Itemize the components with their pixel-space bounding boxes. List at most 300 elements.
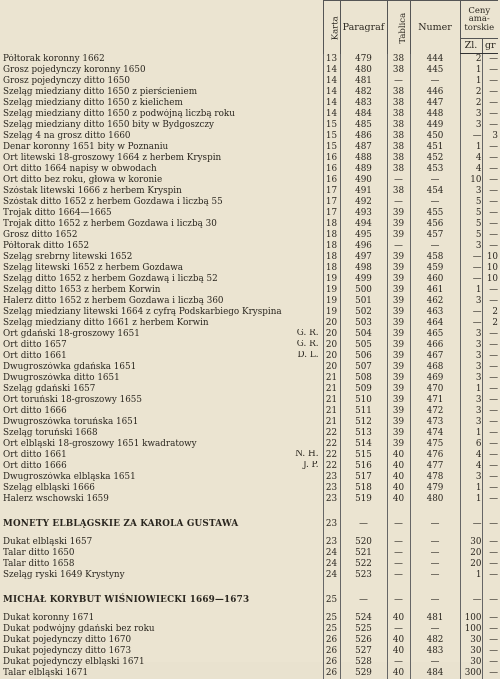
numer-cell: — bbox=[410, 537, 460, 548]
numer-cell: 477 bbox=[410, 461, 460, 472]
karta-cell: 23 bbox=[323, 494, 340, 505]
tablica-cell: — bbox=[387, 76, 410, 87]
price-zl-cell: — bbox=[460, 307, 482, 318]
price-gr-cell: — bbox=[482, 186, 498, 197]
paragraf-cell: 493 bbox=[340, 208, 387, 219]
desc bbox=[3, 329, 323, 340]
table-row bbox=[3, 153, 498, 164]
price-zl-cell: 3 bbox=[460, 340, 482, 351]
numer-cell: 478 bbox=[410, 472, 460, 483]
paragraf-cell: 504 bbox=[340, 329, 387, 340]
desc bbox=[3, 417, 323, 428]
paragraf-cell: 486 bbox=[340, 131, 387, 142]
price-zl-cell: 3 bbox=[460, 351, 482, 362]
tablica-cell: — bbox=[387, 537, 410, 548]
numer-cell: — bbox=[410, 589, 460, 613]
table-row bbox=[3, 657, 498, 668]
tablica-cell: 38 bbox=[387, 109, 410, 120]
paragraf-cell: 521 bbox=[340, 548, 387, 559]
tablica-cell: 39 bbox=[387, 296, 410, 307]
desc bbox=[3, 668, 323, 679]
price-zl-cell: 2 bbox=[460, 98, 482, 109]
paragraf-cell: 487 bbox=[340, 142, 387, 153]
karta-cell: 18 bbox=[323, 219, 340, 230]
karta-cell: 15 bbox=[323, 131, 340, 142]
paragraf-cell: 517 bbox=[340, 472, 387, 483]
price-gr-cell: — bbox=[482, 646, 498, 657]
karta-cell: 20 bbox=[323, 362, 340, 373]
tablica-cell: — bbox=[387, 657, 410, 668]
karta-cell: 24 bbox=[323, 570, 340, 581]
tablica-cell: — bbox=[387, 559, 410, 570]
tablica-cell: 39 bbox=[387, 230, 410, 241]
table-row bbox=[3, 219, 498, 230]
karta-cell: 22 bbox=[323, 450, 340, 461]
table-row bbox=[3, 668, 498, 679]
paragraf-cell: 497 bbox=[340, 252, 387, 263]
tablica-cell: 39 bbox=[387, 263, 410, 274]
price-zl-cell: 1 bbox=[460, 483, 482, 494]
price-gr-cell: — bbox=[482, 76, 498, 87]
table-row bbox=[3, 65, 498, 76]
coin-description: Talar ditto 1658 bbox=[3, 558, 75, 569]
table-row bbox=[3, 417, 498, 428]
karta-cell: 17 bbox=[323, 186, 340, 197]
table-row bbox=[3, 186, 498, 197]
karta-cell: 21 bbox=[323, 373, 340, 384]
paragraf-cell: 491 bbox=[340, 186, 387, 197]
table-row bbox=[3, 252, 498, 263]
numer-cell: 460 bbox=[410, 274, 460, 285]
table-row bbox=[3, 296, 498, 307]
tablica-cell: 39 bbox=[387, 362, 410, 373]
price-zl-cell: 5 bbox=[460, 208, 482, 219]
tablica-cell: 40 bbox=[387, 494, 410, 505]
price-gr-cell: — bbox=[482, 494, 498, 505]
tablica-cell: 39 bbox=[387, 329, 410, 340]
coin-description: Dukat koronny 1671 bbox=[3, 612, 95, 623]
coin-description: Szeląg 4 na grosz ditto 1660 bbox=[3, 130, 131, 141]
mint-master-initials: G. R. bbox=[296, 328, 319, 338]
numer-cell: 456 bbox=[410, 219, 460, 230]
desc bbox=[3, 439, 323, 450]
table-row bbox=[3, 395, 498, 406]
desc bbox=[3, 559, 323, 570]
coin-description: Szeląg srebrny litewski 1652 bbox=[3, 251, 133, 262]
price-gr-cell: — bbox=[482, 120, 498, 131]
price-gr-cell: — bbox=[482, 668, 498, 679]
numer-cell: 446 bbox=[410, 87, 460, 98]
coin-description: Szóstak ditto 1652 z herbem Gozdawa i liczbą 55 bbox=[3, 196, 223, 207]
tablica-cell: 38 bbox=[387, 186, 410, 197]
numer-cell: 474 bbox=[410, 428, 460, 439]
price-gr-cell: — bbox=[482, 450, 498, 461]
table-row bbox=[3, 208, 498, 219]
numer-cell: 484 bbox=[410, 668, 460, 679]
numer-cell: 480 bbox=[410, 494, 460, 505]
price-zl-cell: 5 bbox=[460, 230, 482, 241]
karta-cell: 14 bbox=[323, 109, 340, 120]
tablica-cell: — bbox=[387, 589, 410, 613]
price-zl-cell: 3 bbox=[460, 417, 482, 428]
coin-description: Denar koronny 1651 bity w Poznaniu bbox=[3, 141, 169, 152]
numer-cell: 458 bbox=[410, 252, 460, 263]
desc bbox=[3, 153, 323, 164]
coin-description: Dwugroszówka toruńska 1651 bbox=[3, 416, 139, 427]
mint-master-initials: N. H. bbox=[295, 449, 319, 459]
tablica-cell: 39 bbox=[387, 208, 410, 219]
coin-description: Ort toruński 18-groszowy 1655 bbox=[3, 394, 142, 405]
price-zl-cell: 4 bbox=[460, 450, 482, 461]
karta-cell: 16 bbox=[323, 175, 340, 186]
price-gr-cell: 2 bbox=[482, 318, 498, 329]
price-zl-cell: 3 bbox=[460, 329, 482, 340]
numer-cell: — bbox=[410, 241, 460, 252]
price-zl-cell: 30 bbox=[460, 646, 482, 657]
header-numer: Numer bbox=[410, 1, 460, 54]
numer-cell: 481 bbox=[410, 613, 460, 624]
table-row bbox=[3, 351, 498, 362]
numer-cell: — bbox=[410, 657, 460, 668]
table-row bbox=[3, 450, 498, 461]
desc bbox=[3, 98, 323, 109]
price-gr-cell: — bbox=[482, 329, 498, 340]
price-zl-cell: 1 bbox=[460, 65, 482, 76]
desc bbox=[3, 384, 323, 395]
numer-cell: — bbox=[410, 513, 460, 537]
table-row bbox=[3, 241, 498, 252]
price-zl-cell: 4 bbox=[460, 153, 482, 164]
table-row bbox=[3, 537, 498, 548]
price-gr-cell: — bbox=[482, 589, 498, 613]
coin-description: Grosz pojedynczy ditto 1650 bbox=[3, 75, 130, 86]
paragraf-cell: — bbox=[340, 589, 387, 613]
price-zl-cell: — bbox=[460, 318, 482, 329]
price-gr-cell: — bbox=[482, 570, 498, 581]
table-row bbox=[3, 406, 498, 417]
table-row bbox=[3, 494, 498, 505]
section-heading-row bbox=[3, 589, 498, 613]
numer-cell: — bbox=[410, 559, 460, 570]
karta-cell: 22 bbox=[323, 439, 340, 450]
header-paragraf: Paragraf bbox=[340, 1, 387, 54]
desc bbox=[3, 362, 323, 373]
karta-cell: 18 bbox=[323, 230, 340, 241]
price-zl-cell: 3 bbox=[460, 109, 482, 120]
price-zl-cell: 300 bbox=[460, 668, 482, 679]
coin-description: Grosz ditto 1652 bbox=[3, 229, 78, 240]
table-row bbox=[3, 461, 498, 472]
paragraf-cell: 488 bbox=[340, 153, 387, 164]
paragraf-cell: 518 bbox=[340, 483, 387, 494]
price-zl-cell: 1 bbox=[460, 494, 482, 505]
desc bbox=[3, 76, 323, 87]
coin-description: Szeląg miedziany litewski 1664 z cyfrą Podskarbiego Kryspina bbox=[3, 306, 282, 317]
paragraf-cell: 481 bbox=[340, 76, 387, 87]
mint-master-initials: D. L. bbox=[297, 350, 319, 360]
numer-cell: 473 bbox=[410, 417, 460, 428]
coin-description: Szeląg ditto 1652 z herbem Gozdawą i liczbą 52 bbox=[3, 273, 218, 284]
coin-description: Szeląg miedziany ditto 1650 bity w Bydgoszczy bbox=[3, 119, 215, 130]
mint-master-initials: G. R. bbox=[296, 339, 319, 349]
coin-description: Dukat pojedynczy ditto 1673 bbox=[3, 645, 132, 656]
coin-description: Dwugroszówka elbląska 1651 bbox=[3, 471, 136, 482]
numer-cell: 450 bbox=[410, 131, 460, 142]
table-row bbox=[3, 646, 498, 657]
paragraf-cell: 499 bbox=[340, 274, 387, 285]
header-gr: gr bbox=[482, 39, 498, 54]
price-zl-cell: 3 bbox=[460, 186, 482, 197]
coin-description: Dwugroszówka ditto 1651 bbox=[3, 372, 120, 383]
desc bbox=[3, 428, 323, 439]
table-row bbox=[3, 131, 498, 142]
price-gr-cell: — bbox=[482, 635, 498, 646]
numer-cell: 470 bbox=[410, 384, 460, 395]
section-spacer bbox=[3, 505, 498, 513]
price-zl-cell: 4 bbox=[460, 461, 482, 472]
table-row bbox=[3, 362, 498, 373]
desc bbox=[3, 109, 323, 120]
tablica-cell: 39 bbox=[387, 417, 410, 428]
table-row bbox=[3, 340, 498, 351]
karta-cell: 26 bbox=[323, 646, 340, 657]
tablica-cell: 38 bbox=[387, 120, 410, 131]
price-zl-cell: 3 bbox=[460, 472, 482, 483]
price-zl-cell: 4 bbox=[460, 164, 482, 175]
paragraf-cell: 479 bbox=[340, 54, 387, 65]
coin-description: Ort ditto 1657 bbox=[3, 339, 67, 350]
tablica-cell: — bbox=[387, 197, 410, 208]
coin-description: Szeląg litewski 1652 z herbem Gozdawa bbox=[3, 262, 183, 273]
price-gr-cell: — bbox=[482, 461, 498, 472]
desc bbox=[3, 373, 323, 384]
desc bbox=[3, 494, 323, 505]
price-zl-cell: 1 bbox=[460, 570, 482, 581]
price-gr-cell: — bbox=[482, 241, 498, 252]
numer-cell: 475 bbox=[410, 439, 460, 450]
coin-description: Ort litewski 18-groszowy 1664 z herbem Kryspin bbox=[3, 152, 222, 163]
price-zl-cell: 1 bbox=[460, 76, 482, 87]
paragraf-cell: 509 bbox=[340, 384, 387, 395]
desc bbox=[3, 450, 323, 461]
price-gr-cell: — bbox=[482, 373, 498, 384]
price-zl-cell: — bbox=[460, 274, 482, 285]
tablica-cell: 38 bbox=[387, 98, 410, 109]
karta-cell: 23 bbox=[323, 537, 340, 548]
tablica-cell: 38 bbox=[387, 65, 410, 76]
paragraf-cell: 506 bbox=[340, 351, 387, 362]
desc bbox=[3, 318, 323, 329]
tablica-cell: — bbox=[387, 175, 410, 186]
desc bbox=[3, 537, 323, 548]
table-row bbox=[3, 164, 498, 175]
karta-cell: 25 bbox=[323, 589, 340, 613]
karta-cell: 20 bbox=[323, 329, 340, 340]
coin-description: Ort elbląski 18-groszowy 1651 kwadratowy bbox=[3, 438, 197, 449]
paragraf-cell: 498 bbox=[340, 263, 387, 274]
coin-description: Szeląg miedziany ditto 1650 z podwójną liczbą roku bbox=[3, 108, 235, 119]
karta-cell: 24 bbox=[323, 559, 340, 570]
header-karta: Karta bbox=[323, 1, 340, 54]
tablica-cell: 39 bbox=[387, 340, 410, 351]
desc bbox=[3, 657, 323, 668]
desc bbox=[3, 351, 323, 362]
karta-cell: 14 bbox=[323, 65, 340, 76]
numer-cell: 445 bbox=[410, 65, 460, 76]
paragraf-cell: 527 bbox=[340, 646, 387, 657]
karta-cell: 22 bbox=[323, 461, 340, 472]
paragraf-cell: 480 bbox=[340, 65, 387, 76]
numer-cell: 461 bbox=[410, 285, 460, 296]
table-row bbox=[3, 559, 498, 570]
desc bbox=[3, 65, 323, 76]
price-gr-cell: — bbox=[482, 175, 498, 186]
price-gr-cell: — bbox=[482, 483, 498, 494]
numer-cell: 444 bbox=[410, 54, 460, 65]
coin-description: Szeląg miedziany ditto 1661 z herbem Korwin bbox=[3, 317, 209, 328]
karta-cell: 16 bbox=[323, 164, 340, 175]
numer-cell: 482 bbox=[410, 635, 460, 646]
price-zl-cell: — bbox=[460, 263, 482, 274]
price-zl-cell: 5 bbox=[460, 197, 482, 208]
price-gr-cell: — bbox=[482, 208, 498, 219]
desc bbox=[3, 646, 323, 657]
coin-description: Szeląg elbląski 1666 bbox=[3, 482, 95, 493]
paragraf-cell: 482 bbox=[340, 87, 387, 98]
paragraf-cell: 495 bbox=[340, 230, 387, 241]
desc bbox=[3, 513, 323, 537]
numer-cell: 464 bbox=[410, 318, 460, 329]
price-gr-cell: — bbox=[482, 296, 498, 307]
table-row bbox=[3, 439, 498, 450]
price-gr-cell: — bbox=[482, 230, 498, 241]
numer-cell: 466 bbox=[410, 340, 460, 351]
paragraf-cell: 496 bbox=[340, 241, 387, 252]
price-gr-cell: — bbox=[482, 428, 498, 439]
table-row bbox=[3, 483, 498, 494]
price-gr-cell: — bbox=[482, 384, 498, 395]
karta-cell: 23 bbox=[323, 513, 340, 537]
price-zl-cell: 3 bbox=[460, 296, 482, 307]
tablica-cell: 38 bbox=[387, 131, 410, 142]
desc bbox=[3, 142, 323, 153]
tablica-cell: 39 bbox=[387, 285, 410, 296]
paragraf-cell: 514 bbox=[340, 439, 387, 450]
price-gr-cell: — bbox=[482, 548, 498, 559]
coin-description: Trojak ditto 1664—1665 bbox=[3, 207, 112, 218]
numer-cell: — bbox=[410, 197, 460, 208]
tablica-cell: 39 bbox=[387, 395, 410, 406]
paragraf-cell: 516 bbox=[340, 461, 387, 472]
paragraf-cell: 503 bbox=[340, 318, 387, 329]
paragraf-cell: 526 bbox=[340, 635, 387, 646]
tablica-cell: 39 bbox=[387, 318, 410, 329]
table-row bbox=[3, 87, 498, 98]
desc bbox=[3, 263, 323, 274]
desc bbox=[3, 131, 323, 142]
karta-cell: 23 bbox=[323, 483, 340, 494]
table-row bbox=[3, 109, 498, 120]
paragraf-cell: 501 bbox=[340, 296, 387, 307]
karta-cell: 24 bbox=[323, 548, 340, 559]
karta-cell: 19 bbox=[323, 285, 340, 296]
price-gr-cell: — bbox=[482, 340, 498, 351]
paragraf-cell: 529 bbox=[340, 668, 387, 679]
paragraf-cell: 508 bbox=[340, 373, 387, 384]
section-title: MICHAŁ KORYBUT WIŚNIOWIECKI 1669—1673 bbox=[3, 595, 250, 606]
numer-cell: 459 bbox=[410, 263, 460, 274]
price-gr-cell: — bbox=[482, 657, 498, 668]
numer-cell: 467 bbox=[410, 351, 460, 362]
karta-cell: 26 bbox=[323, 635, 340, 646]
coin-description: Halerz ditto 1652 z herbem Gozdawa i liczbą 360 bbox=[3, 295, 224, 306]
desc bbox=[3, 252, 323, 263]
numer-cell: — bbox=[410, 76, 460, 87]
paragraf-cell: 513 bbox=[340, 428, 387, 439]
price-zl-cell: 2 bbox=[460, 54, 482, 65]
tablica-cell: 39 bbox=[387, 439, 410, 450]
desc bbox=[3, 87, 323, 98]
tablica-cell: — bbox=[387, 624, 410, 635]
header-ceny-amatorskie: Ceny ama- torskie bbox=[460, 1, 498, 39]
karta-cell: 15 bbox=[323, 142, 340, 153]
numer-cell: 449 bbox=[410, 120, 460, 131]
numer-cell: 447 bbox=[410, 98, 460, 109]
numer-cell: 469 bbox=[410, 373, 460, 384]
table-row bbox=[3, 548, 498, 559]
price-zl-cell: 30 bbox=[460, 537, 482, 548]
paragraf-cell: 502 bbox=[340, 307, 387, 318]
tablica-cell: 38 bbox=[387, 54, 410, 65]
karta-cell: 15 bbox=[323, 120, 340, 131]
karta-cell: 19 bbox=[323, 296, 340, 307]
price-gr-cell: — bbox=[482, 472, 498, 483]
price-gr-cell: — bbox=[482, 351, 498, 362]
desc bbox=[3, 120, 323, 131]
table-row bbox=[3, 624, 498, 635]
desc bbox=[3, 274, 323, 285]
tablica-cell: — bbox=[387, 513, 410, 537]
table-row bbox=[3, 613, 498, 624]
price-gr-cell: — bbox=[482, 142, 498, 153]
price-zl-cell: 30 bbox=[460, 657, 482, 668]
karta-cell: 18 bbox=[323, 263, 340, 274]
coin-description: Trojak ditto 1652 z herbem Gozdawa i liczbą 30 bbox=[3, 218, 217, 229]
table-row bbox=[3, 570, 498, 581]
tablica-cell: 40 bbox=[387, 668, 410, 679]
section-title: MONETY ELBLĄGSKIE ZA KAROLA GUSTAWA bbox=[3, 519, 239, 530]
coin-description: Szóstak litewski 1666 z herbem Kryspin bbox=[3, 185, 182, 196]
price-zl-cell: 1 bbox=[460, 142, 482, 153]
coin-description: Dukat pojedynczy elbląski 1671 bbox=[3, 656, 145, 667]
price-zl-cell: 3 bbox=[460, 395, 482, 406]
price-gr-cell: — bbox=[482, 613, 498, 624]
numer-cell: — bbox=[410, 548, 460, 559]
paragraf-cell: 524 bbox=[340, 613, 387, 624]
table-row bbox=[3, 384, 498, 395]
table-row bbox=[3, 142, 498, 153]
tablica-cell: 38 bbox=[387, 153, 410, 164]
tablica-cell: 39 bbox=[387, 384, 410, 395]
desc bbox=[3, 483, 323, 494]
price-gr-cell: — bbox=[482, 197, 498, 208]
desc bbox=[3, 208, 323, 219]
paragraf-cell: 492 bbox=[340, 197, 387, 208]
numer-cell: 468 bbox=[410, 362, 460, 373]
coin-description: Ort ditto bez roku, głowa w koronie bbox=[3, 174, 163, 185]
price-gr-cell: — bbox=[482, 624, 498, 635]
desc bbox=[3, 307, 323, 318]
